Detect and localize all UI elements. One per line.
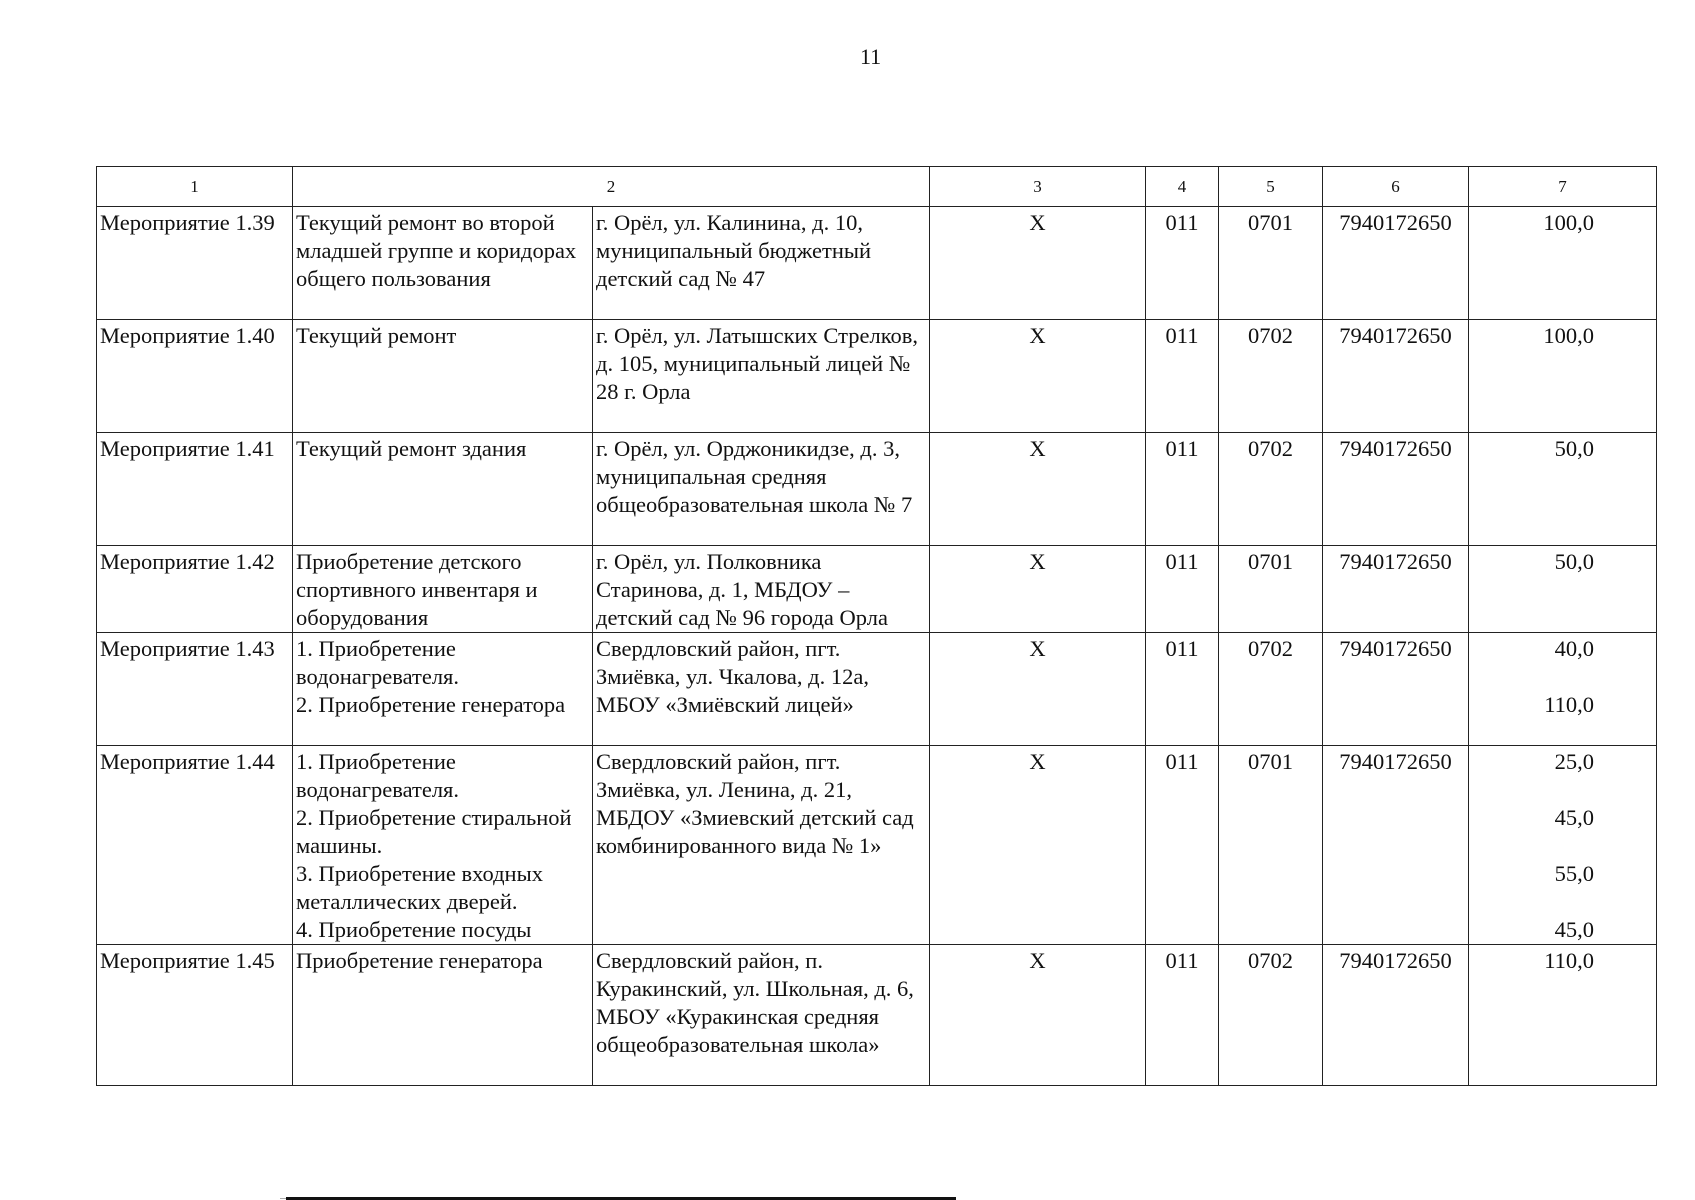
amount-value: 45,0 (1554, 805, 1594, 830)
measure-cell: Мероприятие 1.41 (97, 433, 293, 546)
description-line: 1. Приобретение водонагревателя. (296, 749, 460, 802)
location-cell: г. Орёл, ул. Калинина, д. 10, муниципальный бюджетный детский сад № 47 (593, 207, 930, 320)
amount-cell (1469, 746, 1657, 945)
amount-value: 25,0 (1554, 749, 1594, 774)
col4-cell: 011 (1146, 433, 1219, 546)
description-cell: Текущий ремонт во второй младшей группе и коридорах общего пользования (293, 207, 593, 320)
col4-cell: 011 (1146, 633, 1219, 746)
amount-cell (1469, 320, 1657, 433)
col5-cell: 0702 (1219, 433, 1323, 546)
description-cell: Приобретение детского спортивного инвентаря и оборудования (293, 546, 593, 633)
col3-cell: Х (930, 633, 1146, 746)
col6-cell: 7940172650 (1323, 207, 1469, 320)
amount-value: 45,0 (1554, 917, 1594, 942)
description-cell (293, 633, 593, 746)
header-col-2: 2 (293, 167, 930, 207)
amount-value: 40,0 (1554, 636, 1594, 661)
page-number: 11 (860, 44, 882, 69)
description-line: 3. Приобретение входных металлических дверей. (296, 861, 543, 914)
measure-cell: Мероприятие 1.45 (97, 945, 293, 1086)
table-row (97, 320, 1657, 433)
table-row (97, 945, 1657, 1086)
location-cell: г. Орёл, ул. Орджоникидзе, д. 3, муниципальная средняя общеобразовательная школа № 7 (593, 433, 930, 546)
header-col-5: 5 (1219, 167, 1323, 207)
col4-cell: 011 (1146, 320, 1219, 433)
amount-cell (1469, 207, 1657, 320)
col3-cell: Х (930, 207, 1146, 320)
header-col-3: 3 (930, 167, 1146, 207)
location-cell: Свердловский район, п. Куракинский, ул. Школьная, д. 6, МБОУ «Куракинская средняя общеобразовательная школа» (593, 945, 930, 1086)
description-line: 1. Приобретение водонагревателя. (296, 636, 460, 689)
location-cell: Свердловский район, пгт. Змиёвка, ул. Ленина, д. 21, МБДОУ «Змиевский детский сад комбинированного вида № 1» (593, 746, 930, 945)
col6-cell: 7940172650 (1323, 633, 1469, 746)
col6-cell: 7940172650 (1323, 546, 1469, 633)
amount-value: 110,0 (1544, 948, 1594, 973)
table-row (97, 433, 1657, 546)
col4-cell: 011 (1146, 746, 1219, 945)
col5-cell: 0701 (1219, 746, 1323, 945)
measure-cell: Мероприятие 1.39 (97, 207, 293, 320)
header-col-4: 4 (1146, 167, 1219, 207)
col4-cell: 011 (1146, 945, 1219, 1086)
location-cell: Свердловский район, пгт. Змиёвка, ул. Чкалова, д. 12а, МБОУ «Змиёвский лицей» (593, 633, 930, 746)
amount-value: 110,0 (1544, 692, 1594, 717)
measure-cell: Мероприятие 1.40 (97, 320, 293, 433)
measures-table (96, 166, 1657, 1086)
col3-cell: Х (930, 945, 1146, 1086)
col3-cell: Х (930, 320, 1146, 433)
col6-cell: 7940172650 (1323, 433, 1469, 546)
amount-value: 55,0 (1554, 861, 1594, 886)
table-row (97, 746, 1657, 945)
col5-cell: 0702 (1219, 633, 1323, 746)
measure-cell: Мероприятие 1.42 (97, 546, 293, 633)
amount-value: 50,0 (1554, 549, 1594, 574)
amount-value: 50,0 (1554, 436, 1594, 461)
col5-cell: 0701 (1219, 546, 1323, 633)
amount-cell (1469, 433, 1657, 546)
table-row (97, 546, 1657, 633)
description-cell: Текущий ремонт (293, 320, 593, 433)
col6-cell: 7940172650 (1323, 320, 1469, 433)
col3-cell: Х (930, 746, 1146, 945)
amount-value: 100,0 (1543, 210, 1594, 235)
table-row (97, 633, 1657, 746)
col5-cell: 0702 (1219, 320, 1323, 433)
header-col-6: 6 (1323, 167, 1469, 207)
table-row (97, 207, 1657, 320)
col6-cell: 7940172650 (1323, 746, 1469, 945)
description-line: 2. Приобретение стиральной машины. (296, 805, 572, 858)
description-cell: Приобретение генератора (293, 945, 593, 1086)
description-line: 2. Приобретение генератора (296, 692, 566, 717)
col5-cell: 0702 (1219, 945, 1323, 1086)
amount-cell (1469, 546, 1657, 633)
location-cell: г. Орёл, ул. Латышских Стрелков, д. 105, муниципальный лицей № 28 г. Орла (593, 320, 930, 433)
description-line: 4. Приобретение посуды (296, 917, 532, 942)
location-cell: г. Орёл, ул. Полковника Старинова, д. 1, МБДОУ – детский сад № 96 города Орла (593, 546, 930, 633)
col4-cell: 011 (1146, 207, 1219, 320)
col5-cell: 0701 (1219, 207, 1323, 320)
amount-cell (1469, 945, 1657, 1086)
header-col-7: 7 (1469, 167, 1657, 207)
amount-value: 100,0 (1543, 323, 1594, 348)
col3-cell: Х (930, 433, 1146, 546)
header-col-1: 1 (97, 167, 293, 207)
col6-cell: 7940172650 (1323, 945, 1469, 1086)
col4-cell: 011 (1146, 546, 1219, 633)
header-row (97, 167, 1657, 207)
description-cell (293, 746, 593, 945)
measure-cell: Мероприятие 1.43 (97, 633, 293, 746)
col3-cell: Х (930, 546, 1146, 633)
amount-cell (1469, 633, 1657, 746)
measure-cell: Мероприятие 1.44 (97, 746, 293, 945)
description-cell: Текущий ремонт здания (293, 433, 593, 546)
